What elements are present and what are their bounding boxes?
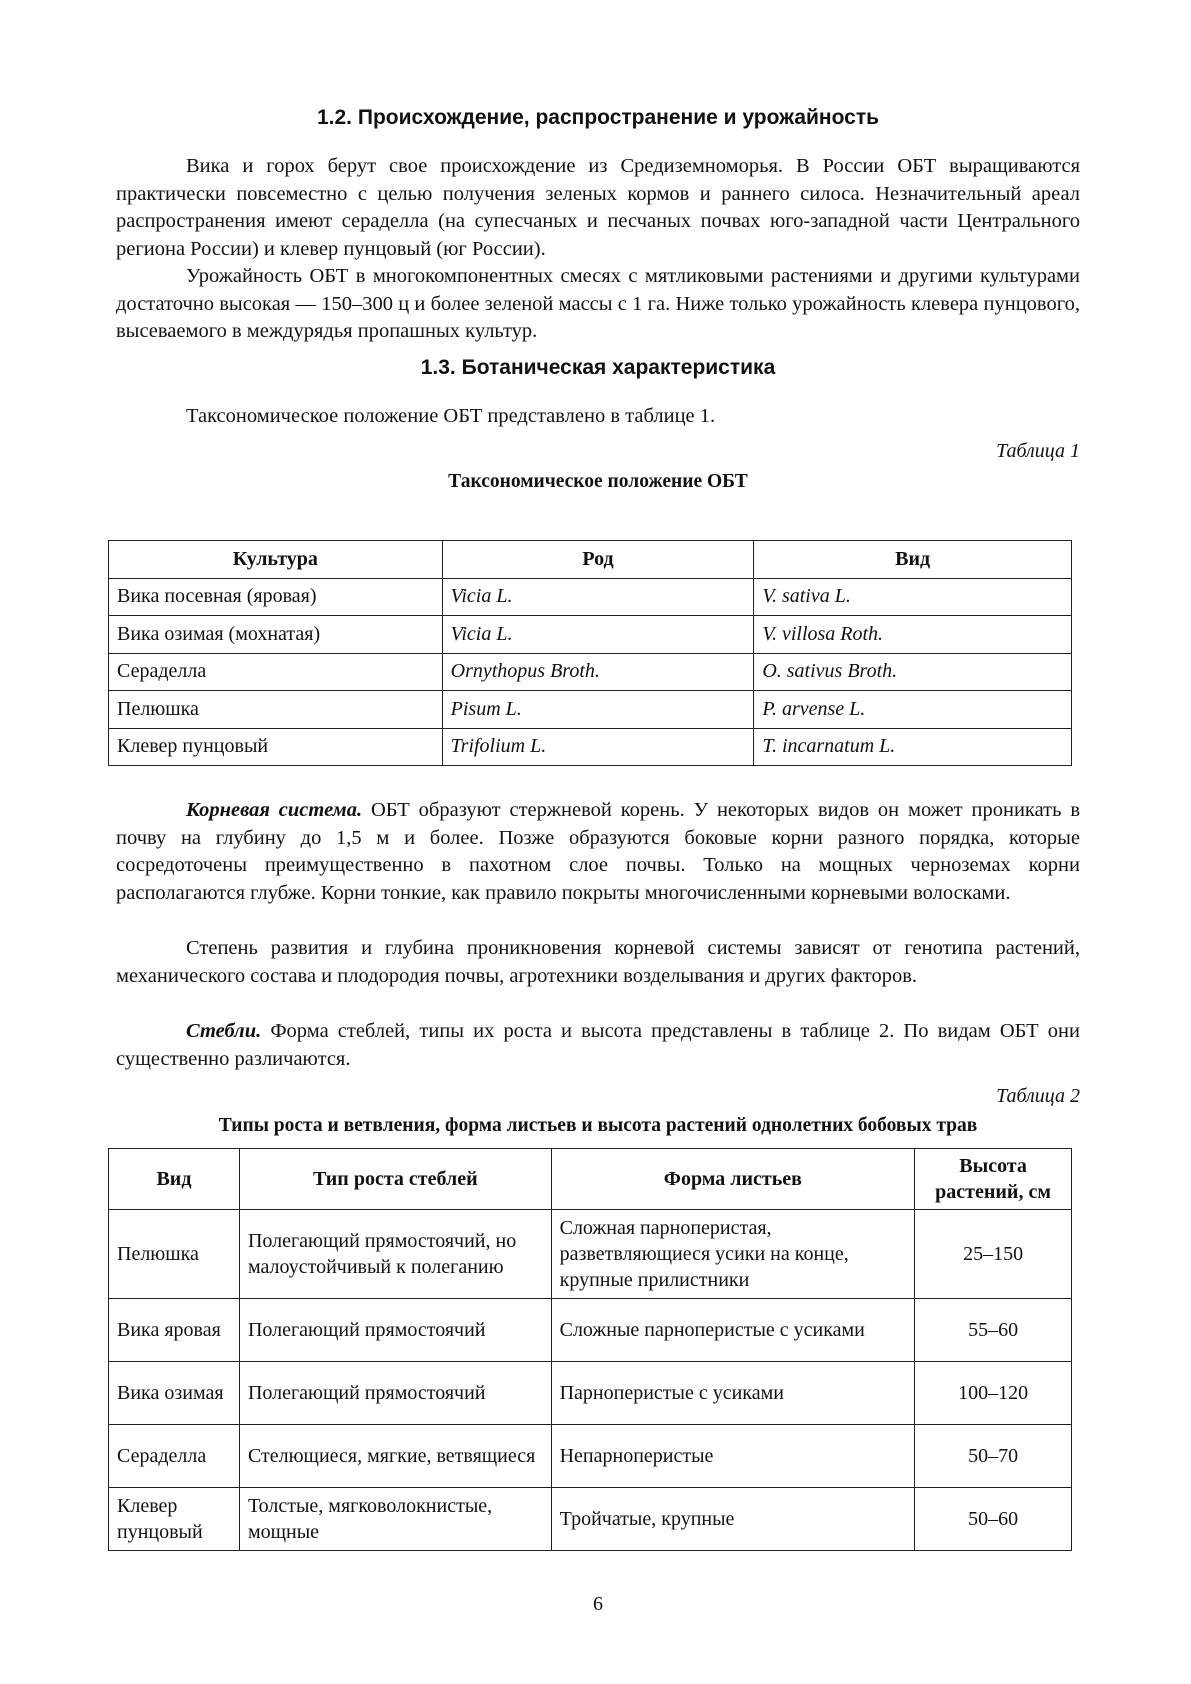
table-row (109, 1425, 1072, 1488)
leaf-form-cell: Непарноперистые (551, 1425, 915, 1488)
table-row (109, 1299, 1072, 1362)
stem-growth-cell: Полегающий прямостоячий (239, 1362, 551, 1425)
table1-label: Таблица 1 (996, 440, 1080, 462)
stem-growth-cell: Стелющиеся, мягкие, ветвящиеся (239, 1425, 551, 1488)
species-cell: Вика озимая (109, 1362, 240, 1425)
paragraph-yield: Урожайность ОБТ в многокомпонентных смесях с мятликовыми растениями и другими культурами достаточно высокая — 150–300 ц и более зеленой массы с 1 га. Ниже только урожайность клевера пунцового, высеваемого в междурядья пропашных культур. (116, 265, 1080, 343)
header-cell: Высота растений, см (915, 1149, 1072, 1210)
stem-growth-cell: Толстые, мягковолокнистые, мощные (239, 1488, 551, 1551)
section-heading-1-3: 1.3. Ботаническая характеристика (420, 356, 776, 379)
species-cell: Вика яровая (109, 1299, 240, 1362)
genus-cell: Pisum L. (442, 691, 754, 729)
header-cell: Культура (109, 541, 443, 579)
culture-cell: Сераделла (109, 653, 443, 691)
table-row (109, 728, 1072, 766)
stem-growth-cell: Полегающий прямостоячий, но малоустойчивый к полеганию (239, 1210, 551, 1299)
table2-label: Таблица 2 (996, 1085, 1080, 1107)
header-cell: Род (442, 541, 754, 579)
stem-growth-cell: Полегающий прямостоячий (239, 1299, 551, 1362)
page-number: 6 (593, 1593, 603, 1615)
root-system-lead: Корневая система. (186, 799, 363, 821)
section-heading-1-2: 1.2. Происхождение, распространение и урожайность (316, 106, 880, 129)
header-cell: Вид (754, 541, 1072, 579)
species-cell: V. villosa Roth. (754, 616, 1072, 654)
culture-cell: Вика озимая (мохнатая) (109, 616, 443, 654)
height-cell: 50–60 (915, 1488, 1072, 1551)
table-row (109, 653, 1072, 691)
table1-caption: Таксономическое положение ОБТ (448, 471, 748, 492)
paragraph-taxonomy-intro: Таксономическое положение ОБТ представлено в таблице 1. (186, 405, 716, 427)
species-cell: P. arvense L. (754, 691, 1072, 729)
genus-cell: Trifolium L. (442, 728, 754, 766)
genus-cell: Vicia L. (442, 578, 754, 616)
genus-cell: Vicia L. (442, 616, 754, 654)
header-cell: Форма листьев (551, 1149, 915, 1210)
species-cell: Пелюшка (109, 1210, 240, 1299)
table-header-row (109, 541, 1072, 579)
table-row (109, 1210, 1072, 1299)
species-cell: V. sativa L. (754, 578, 1072, 616)
height-cell: 100–120 (915, 1362, 1072, 1425)
leaf-form-cell: Сложные парноперистые с усиками (551, 1299, 915, 1362)
stems-lead: Стебли. (186, 1020, 262, 1042)
table-header-row (109, 1149, 1072, 1210)
stems-text: Форма стеблей, типы их роста и высота представлены в таблице 2. По видам ОБТ они существенно различаются. (116, 1020, 1080, 1070)
culture-cell: Пелюшка (109, 691, 443, 729)
height-cell: 25–150 (915, 1210, 1072, 1299)
species-cell: Клевер пунцовый (109, 1488, 240, 1551)
table-row (109, 691, 1072, 729)
table-row (109, 1362, 1072, 1425)
leaf-form-cell: Парноперистые с усиками (551, 1362, 915, 1425)
culture-cell: Клевер пунцовый (109, 728, 443, 766)
paragraph-stems (116, 1018, 1080, 1073)
paragraph-root-development: Степень развития и глубина проникновения корневой системы зависят от генотипа растений, механического состава и плодородия почвы, агротехники возделывания и других факторов. (116, 937, 1080, 987)
culture-cell: Вика посевная (яровая) (109, 578, 443, 616)
header-cell: Тип роста стеблей (239, 1149, 551, 1210)
table2-caption: Типы роста и ветвления, форма листьев и высота растений однолетних бобовых трав (218, 1115, 978, 1136)
height-cell: 55–60 (915, 1299, 1072, 1362)
paragraph-root-system (116, 797, 1080, 907)
leaf-form-cell: Сложная парноперистая, разветвляющиеся усики на конце, крупные прилистники (551, 1210, 915, 1299)
header-cell: Вид (109, 1149, 240, 1210)
root-system-text: ОБТ образуют стержневой корень. У некоторых видов он может проникать в почву на глубину до 1,5 м и более. Позже образуются боковые корни разного порядка, которые сосредоточены преимущественно в пахотном слое почвы. Только на мощных черноземах корни располагаются глубже. Корни тонкие, как правило покрыты многочисленными корневыми волосками. (116, 799, 1080, 904)
species-cell: O. sativus Broth. (754, 653, 1072, 691)
table-row (109, 578, 1072, 616)
table-row (109, 616, 1072, 654)
species-cell: T. incarnatum L. (754, 728, 1072, 766)
height-cell: 50–70 (915, 1425, 1072, 1488)
growth-types-table (108, 1148, 1072, 1551)
genus-cell: Ornythopus Broth. (442, 653, 754, 691)
leaf-form-cell: Тройчатые, крупные (551, 1488, 915, 1551)
taxonomy-table (108, 540, 1072, 766)
table-row (109, 1488, 1072, 1551)
paragraph-origin: Вика и горох берут свое происхождение из Средиземноморья. В России ОБТ выращиваются практически повсеместно с целью получения зеленых кормов и раннего силоса. Незначительный ареал распространения имеют сераделла (на супесчаных и песчаных почвах юго-западной части Центрального региона России) и клевер пунцовый (юг России). (116, 155, 1080, 260)
species-cell: Сераделла (109, 1425, 240, 1488)
